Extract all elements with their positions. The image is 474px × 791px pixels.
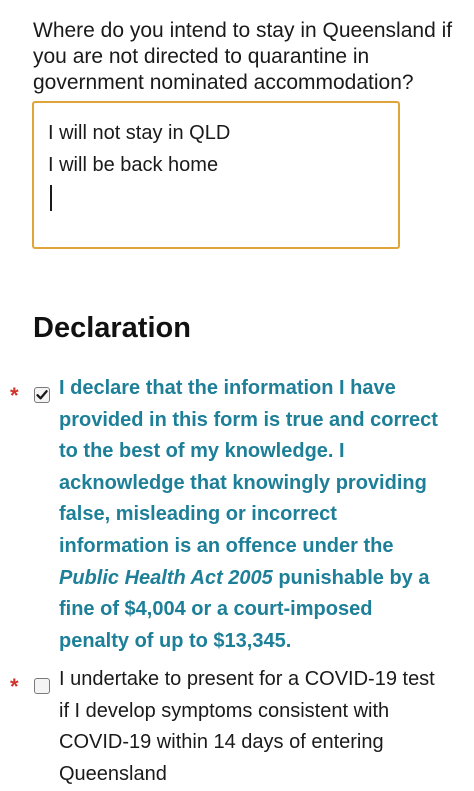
declaration-heading: Declaration (33, 312, 191, 344)
text-caret (50, 185, 52, 211)
stay-answer-textarea[interactable] (32, 101, 400, 249)
declaration-information-label[interactable] (59, 373, 444, 657)
covid-test-label[interactable]: I undertake to present for a COVID-19 test if I develop symptoms consistent with COVID-19 within 14 days of entering Queensland (59, 668, 435, 785)
declaration-information-checkbox[interactable] (34, 387, 50, 403)
answer-line-1: I will not stay in QLD (48, 122, 231, 144)
covid-test-checkbox[interactable] (34, 678, 50, 694)
stay-question-label: Where do you intend to stay in Queensland if you are not directed to quarantine in government nominated accommodation? (33, 19, 453, 94)
act-name: Public Health Act 2005 (59, 566, 273, 589)
required-asterisk: * (10, 674, 19, 699)
required-asterisk: * (10, 383, 19, 408)
declaration-text-part-1: I declare that the information I have provided in this form is true and correct to the best of my knowledge. I acknowledge that knowingly providing false, misleading or incorrect information is an offence under the (59, 377, 438, 557)
checkmark-icon (35, 388, 49, 402)
answer-line-2: I will be back home (48, 154, 219, 176)
declaration-text-part-2: punishable by a fine of $4,004 or a court-imposed penalty of up to $13,345. (59, 566, 430, 652)
